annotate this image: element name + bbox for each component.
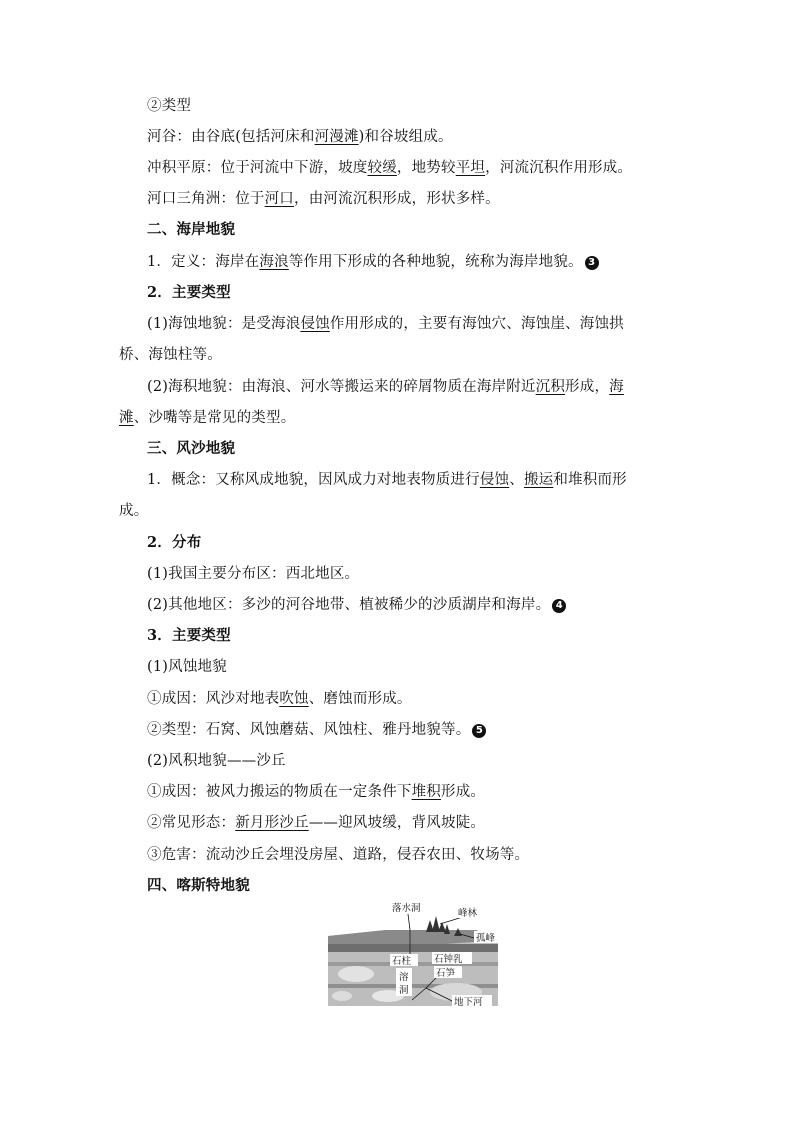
underlined-term: 沉积 xyxy=(535,379,566,395)
text: 形成。 xyxy=(441,784,486,800)
wind-deposition-heading xyxy=(147,751,286,771)
section-heading-aeolian xyxy=(147,439,235,459)
text: (2)其他地区：多沙的河谷地带、植被稀少的沙质湖岸和海岸。 xyxy=(147,597,551,613)
text: ②类型 xyxy=(147,98,192,114)
dune-form-line xyxy=(147,813,485,833)
underlined-term: 滩 xyxy=(119,410,134,426)
rock-strata xyxy=(328,944,498,952)
underlined-term: 堆积 xyxy=(411,784,442,800)
text: (1)风蚀地貌 xyxy=(147,659,227,675)
text: ②类型：石窝、风蚀蘑菇、风蚀柱、雅丹地貌等。 xyxy=(147,722,471,738)
text: 3．主要类型 xyxy=(147,627,231,644)
underlined-term: 较缓 xyxy=(367,160,397,176)
text: ，由河流沉积形成，形状多样。 xyxy=(294,191,500,207)
text: ，地势较 xyxy=(396,160,456,176)
leader-line xyxy=(408,914,410,930)
cave-hollow xyxy=(338,966,374,982)
underlined-term: 新月形沙丘 xyxy=(235,815,309,831)
coastal-types-heading xyxy=(147,283,231,303)
text: ②常见形态： xyxy=(147,815,236,831)
river-valley-line xyxy=(147,127,453,147)
wind-deposition-cause-line xyxy=(147,782,485,802)
aeolian-concept-line-cont xyxy=(119,501,148,521)
underlined-term: 海浪 xyxy=(259,254,289,270)
text: (1)海蚀地貌：是受海浪 xyxy=(147,316,301,332)
section-heading-karst xyxy=(147,876,250,896)
aeolian-concept-line xyxy=(147,470,627,490)
wind-erosion-heading xyxy=(147,657,227,677)
marine-erosion-line-cont xyxy=(119,345,222,365)
karst-landform-figure xyxy=(326,900,500,1010)
label-sinkhole: 落水洞 xyxy=(392,903,421,914)
underlined-term: 搬运 xyxy=(523,472,554,488)
label-karst-cave-2: 洞 xyxy=(399,985,409,996)
text: ——迎风坡缓，背风坡陡。 xyxy=(308,815,486,831)
surface-layer xyxy=(328,930,498,944)
text: 、磨蚀而形成。 xyxy=(308,691,412,707)
text: 和堆积而形 xyxy=(553,472,627,488)
text: (1)我国主要分布区：西北地区。 xyxy=(147,566,360,582)
subsection-type-heading xyxy=(147,96,191,116)
text: 等作用下形成的各种地貌，统称为海岸地貌。 xyxy=(288,254,583,270)
note-marker-badge: 3 xyxy=(585,256,599,270)
distribution-china-line xyxy=(147,564,359,584)
wind-erosion-types-line xyxy=(147,720,486,740)
label-peak-forest: 峰林 xyxy=(458,908,478,919)
marine-deposition-line-cont xyxy=(119,408,295,428)
text: 、沙嘴等是常见的类型。 xyxy=(133,410,296,426)
underlined-term: 河口 xyxy=(264,191,295,207)
label-karst-cave-1: 溶 xyxy=(399,972,409,983)
underlined-term: 侵蚀 xyxy=(300,316,330,332)
note-marker-badge: 4 xyxy=(552,599,566,613)
section-heading-coastal xyxy=(147,220,235,240)
cave-hollow xyxy=(332,991,352,1001)
underlined-term: 海 xyxy=(609,379,624,395)
text: 河口三角洲：位于 xyxy=(147,191,265,207)
label-isolated-peak: 孤峰 xyxy=(476,933,496,944)
text: 二、海岸地貌 xyxy=(147,221,236,238)
peak-forest xyxy=(444,924,450,934)
text: 形成， xyxy=(565,379,610,395)
dune-hazard-line xyxy=(147,845,529,865)
wind-erosion-cause-line xyxy=(147,689,412,709)
distribution-heading xyxy=(147,533,201,553)
text: 2．主要类型 xyxy=(147,284,231,301)
underlined-term: 侵蚀 xyxy=(479,472,510,488)
label-stone-pillar: 石柱 xyxy=(392,956,412,967)
text: 、 xyxy=(509,472,524,488)
text: 1．概念：又称风成地貌，因风成力对地表物质进行 xyxy=(147,472,480,488)
text: ，河流沉积作用形成。 xyxy=(485,160,633,176)
text: )和谷坡组成。 xyxy=(358,129,453,145)
note-marker-badge: 5 xyxy=(472,724,486,738)
text: ①成因：被风力搬运的物质在一定条件下 xyxy=(147,784,412,800)
label-stalagmite: 石笋 xyxy=(436,968,456,979)
label-stalactite: 石钟乳 xyxy=(434,954,463,965)
text: 四、喀斯特地貌 xyxy=(147,877,250,894)
peak-forest xyxy=(432,916,440,932)
underlined-term: 河漫滩 xyxy=(314,129,359,145)
coastal-definition-line xyxy=(147,252,599,272)
text: (2)风积地貌——沙丘 xyxy=(147,753,286,769)
alluvial-plain-line xyxy=(147,158,632,178)
aeolian-types-heading xyxy=(147,626,231,646)
text: 2．分布 xyxy=(147,534,202,551)
text: 1．定义：海岸在 xyxy=(147,254,260,270)
text: 三、风沙地貌 xyxy=(147,440,236,457)
text: ③危害：流动沙丘会埋没房屋、道路，侵吞农田、牧场等。 xyxy=(147,847,530,863)
text: ①成因：风沙对地表 xyxy=(147,691,280,707)
underlined-term: 平坦 xyxy=(455,160,486,176)
text: 成。 xyxy=(119,503,149,519)
karst-diagram xyxy=(326,900,500,1010)
text: 作用形成的，主要有海蚀穴、海蚀崖、海蚀拱 xyxy=(329,316,624,332)
marine-erosion-line xyxy=(147,314,624,334)
text: 桥、海蚀柱等。 xyxy=(119,347,222,363)
distribution-other-line xyxy=(147,595,566,615)
delta-line xyxy=(147,189,500,209)
text: 冲积平原：位于河流中下游，坡度 xyxy=(147,160,368,176)
underlined-term: 吹蚀 xyxy=(279,691,309,707)
marine-deposition-line xyxy=(147,377,624,397)
text: 河谷：由谷底(包括河床和 xyxy=(147,129,315,145)
label-underground-river: 地下河 xyxy=(454,997,483,1008)
text: (2)海积地貌：由海浪、河水等搬运来的碎屑物质在海岸附近 xyxy=(147,379,536,395)
